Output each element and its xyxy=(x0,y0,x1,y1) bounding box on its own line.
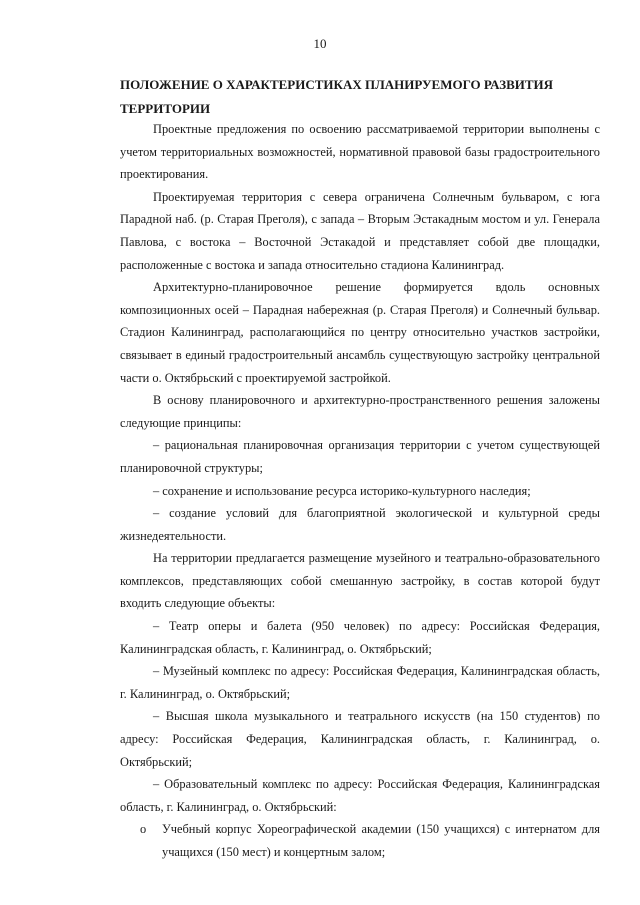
paragraph: Архитектурно-планировочное решение формируется вдоль основных композиционных осей – Парадная набережная (р. Старая Преголя) и Солнечный бульвар. Стадион Калининград, располагающийся по центру относительно участков застройки, связывает в единый градостроительный ансамбль существующую застройку центральной части о. Октябрьский с проектируемой застройкой. xyxy=(120,280,600,385)
list-item: – Музейный комплекс по адресу: Российская Федерация, Калининградская область, г. Калининград, о. Октябрьский; xyxy=(120,664,600,701)
list-item: – сохранение и использование ресурса историко-культурного наследия; xyxy=(153,483,531,498)
page-number: 10 xyxy=(313,36,327,51)
list-item: – Образовательный комплекс по адресу: Российская Федерация, Калининградская область, г. Калининград, о. Октябрьский: xyxy=(120,777,600,814)
paragraph: Проектные предложения по освоению рассматриваемой территории выполнены с учетом территориальных возможностей, нормативной правовой базы градостроительного проектирования. xyxy=(120,122,600,182)
sub-list-item-text: Учебный корпус Хореографической академии (150 учащихся) с интернатом для учащихся (150 мест) и концертным залом; xyxy=(162,822,600,859)
paragraph: В основу планировочного и архитектурно-пространственного решения заложены следующие принципы: xyxy=(120,393,600,430)
paragraph: Проектируемая территория с севера ограничена Солнечным бульваром, с юга Парадной наб. (р. Старая Преголя), с запада – Вторым Эстакадным мостом и ул. Генерала Павлова, с востока – Восточной Эстакадой и представляет собой две площадки, расположенные с востока и запада относительно стадиона Калининград. xyxy=(120,189,600,272)
section-title: ПОЛОЖЕНИЕ О ХАРАКТЕРИСТИКАХ ПЛАНИРУЕМОГО РАЗВИТИЯ ТЕРРИТОРИИ xyxy=(120,77,554,116)
list-item: – рациональная планировочная организация территории с учетом существующей планировочной структуры; xyxy=(120,438,600,475)
paragraph: На территории предлагается размещение музейного и театрально-образовательного комплексов, представляющих собой смешанную застройку, в состав которой будут входить следующие объекты: xyxy=(120,551,600,611)
bullet-marker: o xyxy=(140,822,147,837)
list-item: – Театр оперы и балета (950 человек) по адресу: Российская Федерация, Калининградская область, г. Калининград, о. Октябрьский; xyxy=(120,619,600,656)
sub-list-item xyxy=(120,818,600,863)
document-body xyxy=(120,118,600,864)
list-item: – Высшая школа музыкального и театрального искусств (на 150 студентов) по адресу: Российская Федерация, Калининградская область, г. Калининград, о. Октябрьский; xyxy=(120,709,600,769)
list-item: – создание условий для благоприятной экологической и культурной среды жизнедеятельности. xyxy=(120,506,600,543)
